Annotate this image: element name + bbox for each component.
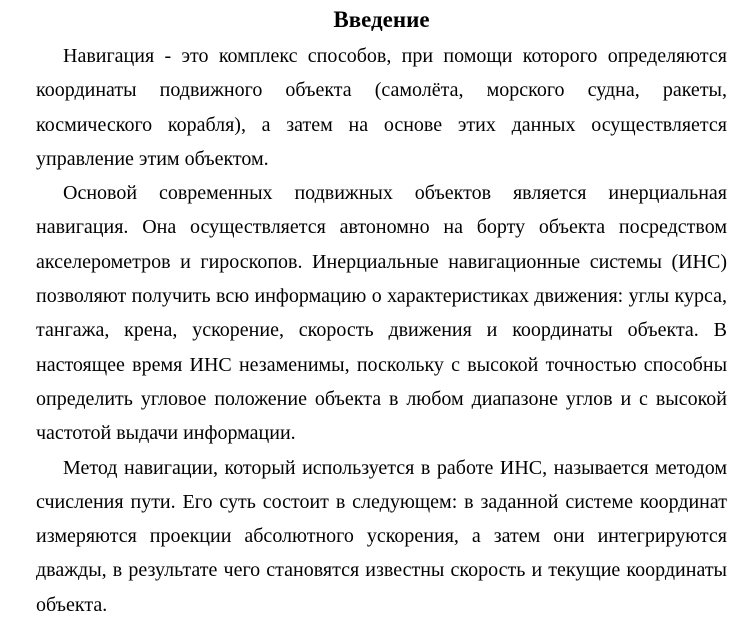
- text-line: дважды, в результате чего становятся известны скорость и текущие координаты: [36, 559, 727, 582]
- text-line: определить угловое положение объекта в любом диапазоне углов и с высокой: [36, 387, 727, 410]
- text-line: управление этим объектом.: [36, 147, 269, 170]
- text-line: позволяют получить всю информацию о характеристиках движения: углы курса,: [36, 285, 727, 308]
- text-line: настоящее время ИНС незаменимы, поскольку с высокой точностью способны: [36, 353, 727, 376]
- paragraph: [36, 39, 727, 176]
- text-line: координаты подвижного объекта (самолёта, морского судна, ракеты,: [36, 79, 727, 102]
- paragraph: [36, 176, 727, 450]
- text-line: космического корабля), а затем на основе этих данных осуществляется: [36, 113, 727, 136]
- text-line: Навигация - это комплекс способов, при помощи которого определяются: [63, 45, 727, 67]
- text-line: акселерометров и гироскопов. Инерциальные навигационные системы (ИНС): [36, 250, 727, 273]
- text-line: Основой современных подвижных объектов является инерциальная: [63, 182, 727, 205]
- text-line: частотой выдачи информации.: [36, 422, 296, 445]
- text-line: тангажа, крена, ускорение, скорость движения и координаты объекта. В: [36, 319, 727, 342]
- text-line: объекта.: [36, 593, 108, 616]
- document-title: Введение: [333, 7, 430, 32]
- document-content: [36, 0, 727, 621]
- document-body: [36, 39, 727, 621]
- text-line: навигация. Она осуществляется автономно на борту объекта посредством: [36, 216, 727, 239]
- text-line: Метод навигации, который используется в работе ИНС, называется методом: [63, 456, 727, 479]
- paragraph: [36, 451, 727, 621]
- text-line: измеряются проекции абсолютного ускорения, а затем они интегрируются: [36, 525, 727, 548]
- text-line: счисления пути. Его суть состоит в следующем: в заданной системе координат: [36, 490, 727, 513]
